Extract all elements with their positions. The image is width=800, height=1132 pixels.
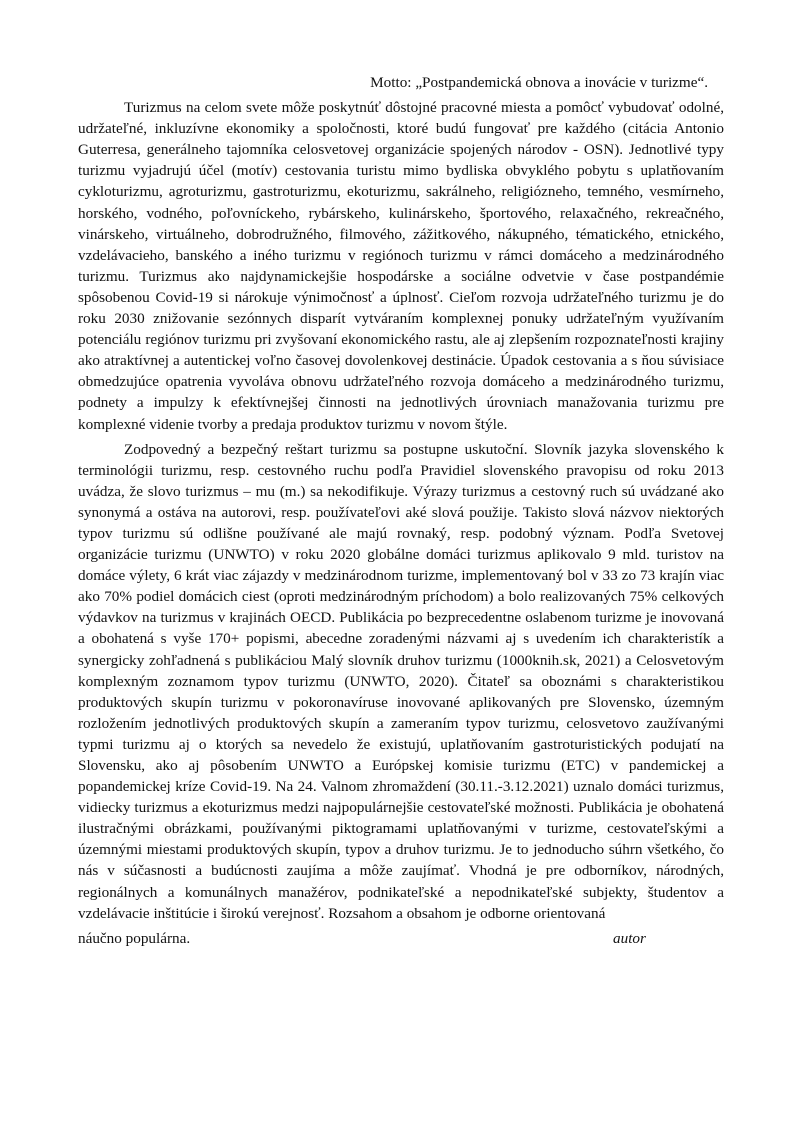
document-page [78,72,724,949]
paragraph-2: Zodpovedný a bezpečný reštart turizmu sa postupne uskutoční. Slovník jazyka slovenského k terminológii turizmu, resp. cestovného ruchu podľa Pravidiel slovenského pravopisu od roku 2013 uvádza, že slovo turizmus – mu (m.) sa nekodifikuje. Výrazy turizmus a cestovný ruch sú uvádzané ako synonymá a ostáva na autorovi, resp. používateľovi aké slová použije. Takisto slová názvov niektorých typov turizmu sú odlišne používané ale majú rovnaký, resp. podobný význam. Podľa Svetovej organizácie turizmu (UNWTO) v roku 2020 globálne domáci turizmus aplikovalo 9 mld. turistov na domáce výlety, 6 krát viac zájazdy v medzinárodnom turizme, implementovaný bol v 33 zo 73 krajín viac ako 70% podiel domácich ciest (oproti medzinárodným príchodom) a bolo realizovaných 75% celkových výdavkov na turizmus v krajinách OECD. Publikácia po bezprecedentne oslabenom turizme je inovovaná a obohatená s vyše 170+ popismi, abecedne zoradenými názvami aj s uvedením ich charakteristík a synergicky zohľadnená s publikáciou Malý slovník druhov turizmu (1000knih.sk, 2021) a Celosvetovým komplexným zoznamom typov turizmu (UNWTO, 2020). Čitateľ sa oboznámi s charakteristikou produktových skupín turizmu v pokoronavíruse inovované aplikovaných pre Slovensko, územným rozložením jednotlivých produktových skupín a zameraním typov turizmu, celosvetovo zaužívanými typmi turizmu aj o ktorých sa nevedelo že existujú, uplatňovaním gastroturistických podujatí na Slovensku, ako aj pôsobením UNWTO a Európskej komisie turizmu (ETC) v pandemickej a popandemickej krízе Covid-19. Na 24. Valnom zhromaždení (30.11.-3.12.2021) uznalo domáci turizmus, vidiecky turizmus a ekoturizmus medzi najpopulárnejšie cestovateľské možnosti. Publikácia je obohatená ilustračnými obrázkami, používanými piktogramami uplatňovanými v turizme, cestovateľskými a územnými miestami produktových skupín, typov a druhov turizmu. Je to jednoducho súhrn všetkého, čo nás v súčasnosti a budúcnosti zaujíma a môže zaujímať. Vhodná je pre odborníkov, národných, regionálnych a komunálnych manažérov, podnikateľské a nepodnikateľské subjekty, študentov a vzdelávacie inštitúcie i širokú verejnosť. Rozsahom a obsahom je odborne orientovaná [78,440,724,922]
closing-line [78,928,724,949]
author-signature: autor [613,929,646,947]
paragraph-1: Turizmus na celom svete môže poskytnúť dôstojné pracovné miesta a pomôcť vybudovať odolné, udržateľné, inkluzívne ekonomiky a spoločnosti, ktoré budú fungovať pre každého (citácia Antonio Guterresa, generálneho tajomníka celosvetovej organizácie spojených národov - OSN). Jednotlivé typy turizmu vyjadrujú účel (motív) cestovania turistu mimo bydliska obvyklého pobytu s uplatňovaním cykloturizmu, agroturizmu, gastroturizmu, ekoturizmu, sakrálneho, religiózneho, temného, vesmírneho, horského, vodného, poľovníckeho, rybárskeho, kulinárskeho, športového, relaxačného, rekreačného, vinárskeho, virtuálneho, dobrodružného, filmového, zážitkového, nákupného, tématického, etnického, vzdelávacieho, banského a iného turizmu v regiónoch turizmu v rámci domáceho a medzinárodného turizmu. Turizmus ako najdynamickejšie hospodárske a sociálne odvetvie v čase postpandémie spôsobenou Covid-19 si nárokuje výnimočnosť a úplnosť. Cieľom rozvoja udržateľného turizmu je do roku 2030 znižovanie sezónnych disparít vytváraním komplexnej ponuky udržateľným využívaním potenciálu regiónov turizmu pri zvyšovaní ekonomického rastu, ale aj zlepšením rozpoznateľnosti krajiny ako atraktívnej a autentickej voľno časovej dovolenkovej destinácie. Úpadok cestovania a s ňou súvisiace obmedzujúce opatrenia vyvoláva obnovu udržateľného rozvoja domáceho a medzinárodného turizmu, podnety a impulzy k efektívnejšej činnosti na jednotlivých úrovniach manažovania turizmu pre komplexné videnie tvorby a predaja produktov turizmu v novom štýle. [78,99,724,433]
motto: Motto: „Postpandemická obnova a inovácie v turizme“. [370,74,708,91]
closing-text: náučno populárna. [78,929,191,947]
